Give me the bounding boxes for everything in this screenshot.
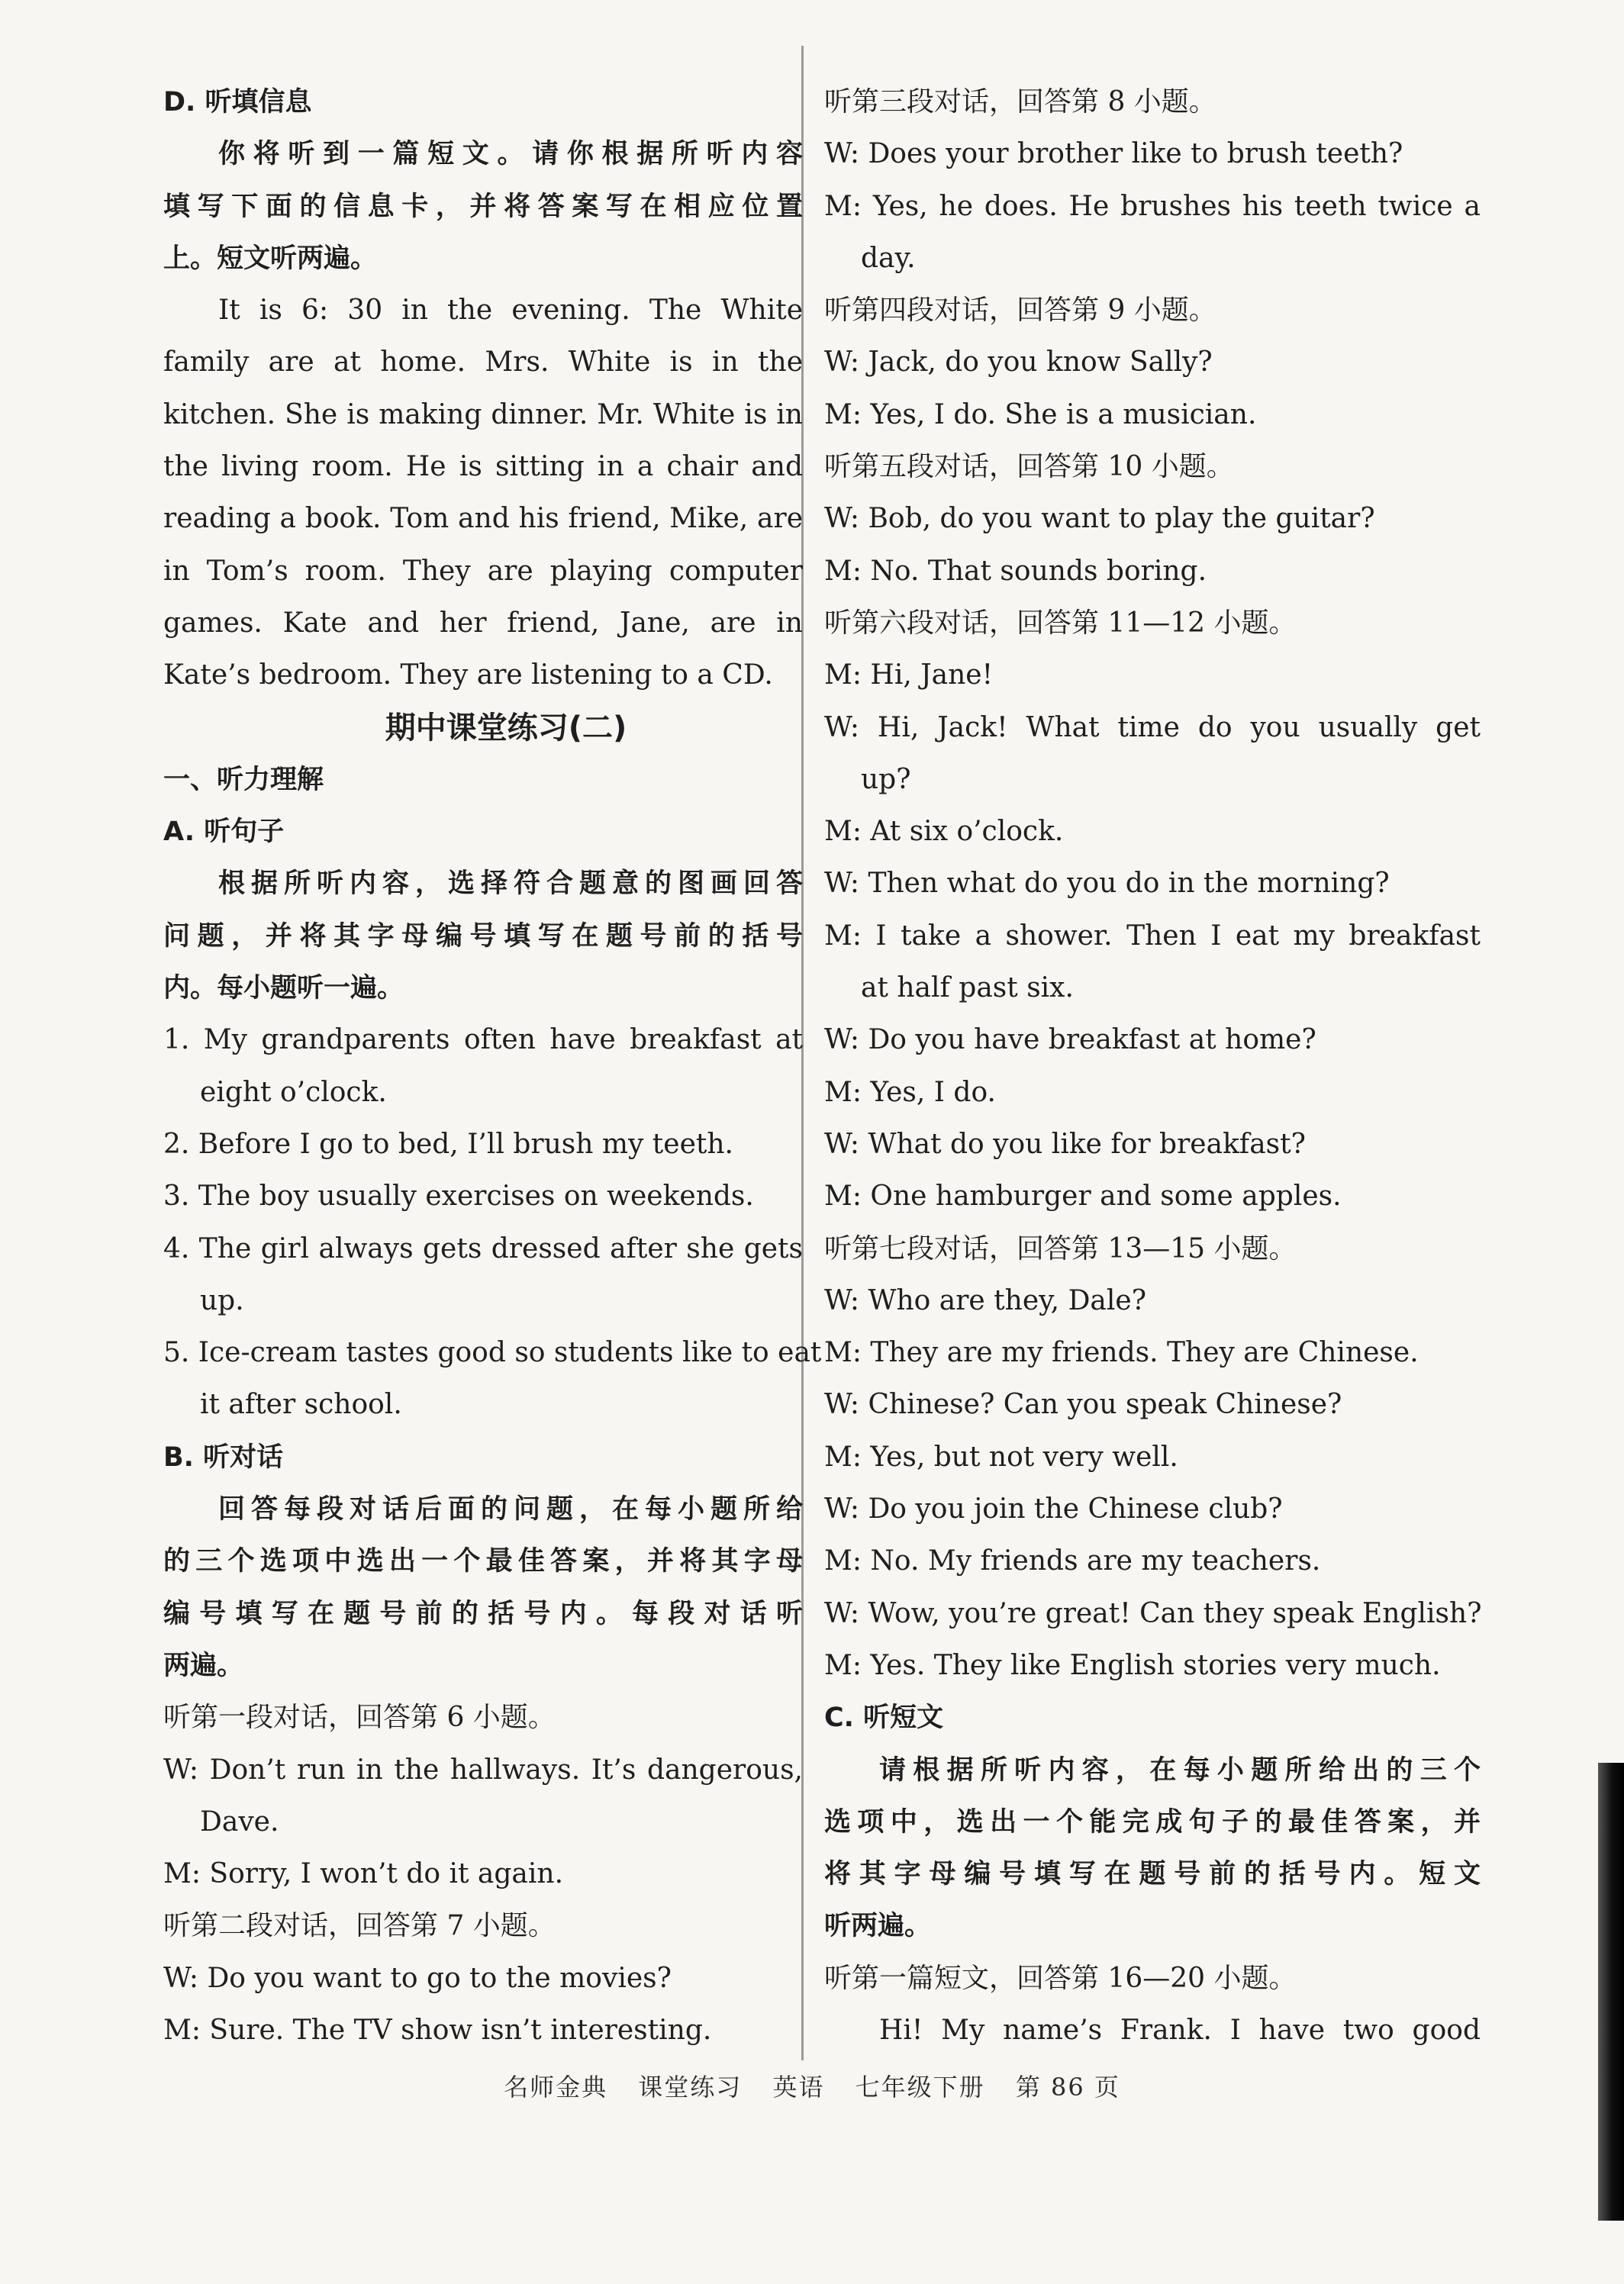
left-column-line: 你将听到一篇短文。请你根据所听内容 [218,139,803,170]
page-footer [0,2068,1624,2103]
left-column-line: 5. Ice-cream tastes good so students like to eat [163,1337,822,1369]
left-column-line: 编号填写在题号前的括号内。每段对话听 [163,1598,803,1629]
left-column-line: family are at home. Mrs. White is in the [163,346,803,379]
right-column-line: 将其字母编号填写在题号前的括号内。短文 [824,1859,1481,1890]
left-column-line: 听第二段对话，回答第 7 小题。 [163,1910,556,1942]
footer-grade: 七年级下册 [855,2073,985,2102]
right-column-line: W: Do you join the Chinese club? [824,1493,1283,1525]
left-column-line: M: Sure. The TV show isn’t interesting. [163,2014,712,2046]
right-column-line: 听第三段对话，回答第 8 小题。 [824,86,1216,118]
footer-subject: 英语 [772,2073,825,2102]
right-column-line: at half past six. [861,972,1074,1004]
left-column-line: 4. The girl always gets dressed after she gets [163,1232,803,1264]
left-column-line: reading a book. Tom and his friend, Mike, are [163,503,803,535]
right-column-line: M: At six o’clock. [824,816,1064,848]
right-column-line: W: Does your brother like to brush teeth? [824,138,1403,170]
right-column-line: 听第五段对话，回答第 10 小题。 [824,451,1234,483]
right-column [824,76,1481,2057]
right-column-line: M: Yes, he does. He brushes his teeth twice a [824,190,1481,222]
right-column-line: W: What do you like for breakfast? [824,1128,1306,1160]
right-column-line: M: Yes, but not very well. [824,1441,1178,1473]
scan-edge-shadow [1598,1763,1624,2221]
footer-series: 名师金典 [504,2073,608,2102]
right-column-line: W: Chinese? Can you speak Chinese? [824,1389,1342,1421]
left-column-line: kitchen. She is making dinner. Mr. White is in [163,398,803,430]
left-column-line: 两遍。 [163,1650,244,1681]
right-column-line: 听第四段对话，回答第 9 小题。 [824,295,1216,327]
right-column-line: M: I take a shower. Then I eat my breakfast [824,920,1481,952]
right-column-line: M: Yes, I do. She is a musician. [824,398,1257,430]
right-column-line: up? [861,763,911,795]
left-column-line: 听第一段对话，回答第 6 小题。 [163,1702,556,1734]
right-column-line: M: Yes, I do. [824,1076,996,1108]
right-column-line: 听两遍。 [824,1911,932,1942]
left-column-line: W: Do you want to go to the movies? [163,1962,672,1994]
left-column-line: 的三个选项中选出一个最佳答案，并将其字母 [163,1546,803,1577]
right-column-line: 请根据所听内容，在每小题所给出的三个 [879,1754,1481,1786]
left-column-line: it after school. [200,1389,402,1421]
left-column-line: 一、听力理解 [163,764,324,795]
right-column-line: W: Bob, do you want to play the guitar? [824,503,1375,535]
right-column-line: 听第一篇短文，回答第 16—20 小题。 [824,1962,1297,1994]
right-column-line: C. 听短文 [824,1703,944,1734]
right-column-line: M: No. My friends are my teachers. [824,1545,1321,1577]
right-column-line: M: They are my friends. They are Chinese. [824,1337,1419,1369]
left-column-line: 上。短文听两遍。 [163,243,378,274]
right-column-line: M: Hi, Jane! [824,659,994,691]
left-column-line: the living room. He is sitting in a chair and [163,451,803,483]
left-column-line: up. [200,1284,244,1316]
left-column-line: 回答每段对话后面的问题，在每小题所给 [218,1494,803,1525]
right-column-line: M: One hamburger and some apples. [824,1181,1342,1213]
right-column-line: 听第七段对话，回答第 13—15 小题。 [824,1232,1297,1264]
left-column-line: D. 听填信息 [163,87,312,118]
left-column-line: B. 听对话 [163,1442,284,1473]
right-column-line: W: Hi, Jack! What time do you usually get [824,711,1481,743]
right-column-line: W: Jack, do you know Sally? [824,346,1213,379]
left-column-line: 期中课堂练习(二) [385,710,627,746]
left-column-line: Kate’s bedroom. They are listening to a CD. [163,659,773,691]
footer-page-number: 第 86 页 [1015,2073,1120,2102]
left-column-line: 1. My grandparents often have breakfast at [163,1024,803,1056]
right-column-line: 选项中，选出一个能完成句子的最佳答案，并 [824,1806,1481,1838]
left-column-line: M: Sorry, I won’t do it again. [163,1858,564,1890]
left-column-line: in Tom’s room. They are playing computer [163,555,803,587]
left-column-line: 3. The boy usually exercises on weekends. [163,1181,754,1213]
footer-book: 课堂练习 [638,2073,743,2102]
left-column-line: It is 6: 30 in the evening. The White [218,295,803,327]
left-column-line: W: Don’t run in the hallways. It’s dangerous, [163,1754,803,1786]
left-column [163,76,822,2057]
left-column-line: eight o’clock. [200,1076,387,1108]
left-column-line: 问题，并将其字母编号填写在题号前的括号 [163,920,803,952]
right-column-line: M: Yes. They like English stories very much. [824,1649,1441,1681]
right-column-line: Hi! My name’s Frank. I have two good [879,2014,1481,2046]
right-column-line: W: Who are they, Dale? [824,1284,1147,1316]
left-column-line: 填写下面的信息卡，并将答案写在相应位置 [163,191,803,222]
right-column-line: W: Wow, you’re great! Can they speak English? [824,1597,1482,1629]
left-column-line: 内。每小题听一遍。 [163,973,404,1004]
right-column-line: W: Do you have breakfast at home? [824,1024,1316,1056]
left-column-line: 2. Before I go to bed, I’ll brush my teeth. [163,1128,733,1160]
left-column-line: Dave. [200,1806,279,1838]
right-column-line: 听第六段对话，回答第 11—12 小题。 [824,607,1297,639]
left-column-line: A. 听句子 [163,817,285,848]
left-column-line: games. Kate and her friend, Jane, are in [163,607,803,639]
right-column-line: day. [861,242,916,274]
right-column-line: W: Then what do you do in the morning? [824,868,1390,900]
right-column-line: M: No. That sounds boring. [824,555,1207,587]
left-column-line: 根据所听内容，选择符合题意的图画回答 [218,868,803,900]
